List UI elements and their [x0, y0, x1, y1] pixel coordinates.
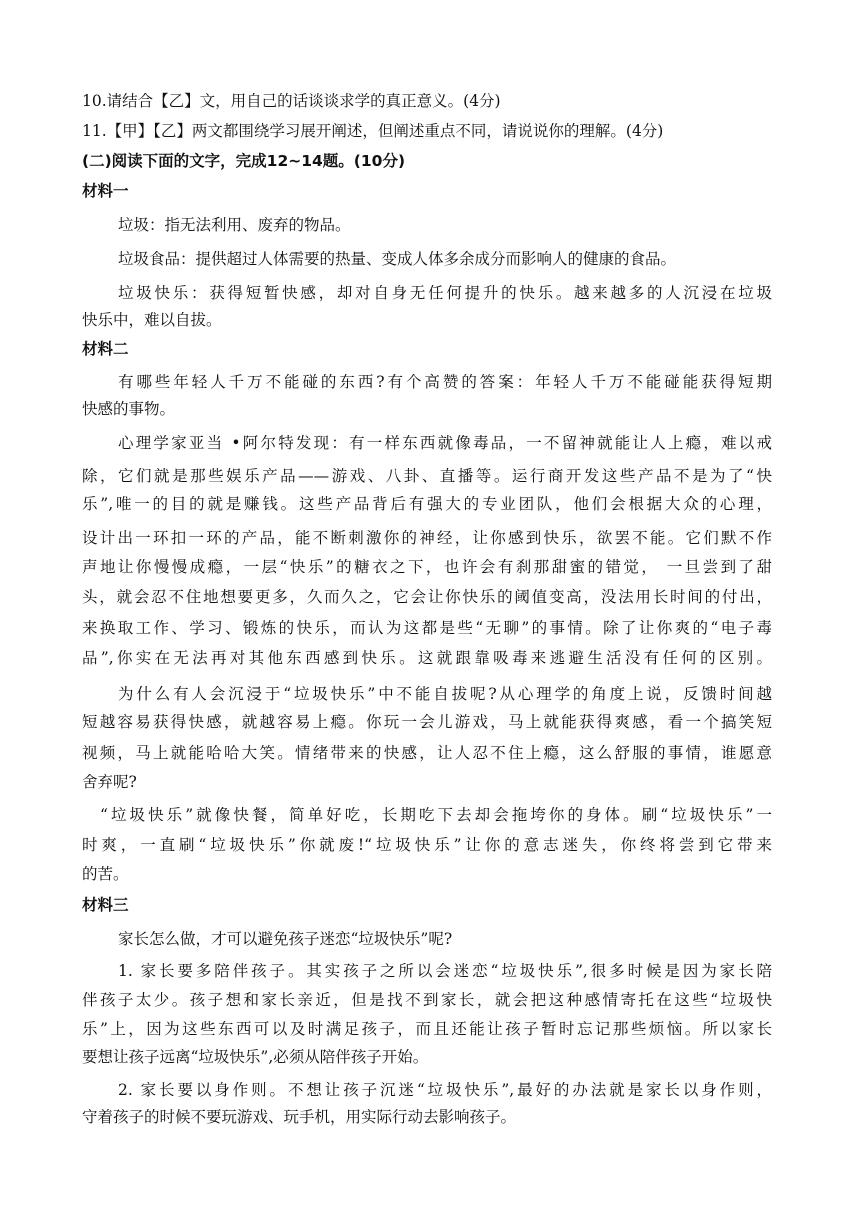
material-2-paragraph: 头，就会忍不住地想要更多，久而久之，它会让你快乐的阈值变高，没法用长时间的付出， [82, 588, 772, 606]
material-1-paragraph: 垃圾食品：提供超过人体需要的热量、变成人体多余成分而影响人的健康的食品。 [118, 250, 677, 268]
material-3-paragraph: 乐”上，因为这些东西可以及时满足孩子，而且还能让孩子暂时忘记那些烦恼。所以家长 [82, 1020, 772, 1038]
material-2-heading: 材料二 [82, 340, 129, 358]
material-2-paragraph: 快感的事物。 [82, 400, 176, 418]
material-2-paragraph: 除，它们就是那些娱乐产品——游戏、八卦、直播等。运行商开发这些产品不是为了“快 [82, 467, 772, 485]
material-2-paragraph: 声地让你慢慢成瘾，一层“快乐”的糖衣之下，也许会有刹那甜蜜的错觉， 一旦尝到了甜 [82, 558, 772, 576]
material-2-paragraph: 的苦。 [82, 865, 129, 883]
section-heading: (二)阅读下面的文字，完成12~14题。(10分) [82, 152, 406, 170]
material-3-paragraph: 伴孩子太少。孩子想和家长亲近，但是找不到家长，就会把这种感情寄托在这些“垃圾快 [82, 991, 772, 1009]
material-2-paragraph: 为什么有人会沉浸于“垃圾快乐”中不能自拔呢?从心理学的角度上说，反馈时间越 [118, 685, 772, 703]
material-3-paragraph: 2. 家长要以身作则。不想让孩子沉迷“垃圾快乐”,最好的办法就是家长以身作则， [118, 1081, 772, 1099]
material-2-paragraph: “垃圾快乐”就像快餐，简单好吃，长期吃下去却会拖垮你的身体。刷“垃圾快乐”一 [100, 806, 772, 824]
material-2-paragraph: 设计出一环扣一环的产品，能不断刺激你的神经，让你感到快乐，欲罢不能。它们默不作 [82, 529, 772, 547]
question-11: 11.【甲】【乙】两文都围绕学习展开阐述，但阐述重点不同，请说说你的理解。(4分) [82, 122, 664, 140]
material-2-paragraph: 视频，马上就能哈哈大笑。情绪带来的快感，让人忍不住上瘾，这么舒服的事情，谁愿意 [82, 744, 772, 762]
material-1-paragraph: 垃圾快乐：获得短暂快感，却对自身无任何提升的快乐。越来越多的人沉浸在垃圾 [118, 284, 772, 302]
material-2-paragraph: 品”,你实在无法再对其他东西感到快乐。这就跟靠吸毒来逃避生活没有任何的区别。 [82, 649, 772, 667]
material-2-paragraph: 乐”,唯一的目的就是赚钱。这些产品背后有强大的专业团队，他们会根据大众的心理， [82, 495, 772, 513]
material-1-heading: 材料一 [82, 182, 129, 200]
question-10: 10.请结合【乙】文，用自己的话谈谈求学的真正意义。(4分) [82, 92, 501, 110]
material-2-paragraph: 时爽，一直刷“垃圾快乐”你就废!“垃圾快乐”让你的意志迷失，你终将尝到它带来 [82, 836, 772, 854]
material-1-paragraph: 快乐中，难以自拔。 [82, 311, 222, 329]
material-2-paragraph: 来换取工作、学习、锻炼的快乐，而认为这都是些“无聊”的事情。除了让你爽的“电子毒 [82, 619, 772, 637]
material-2-paragraph: 舍弃呢? [82, 773, 137, 791]
material-1-paragraph: 垃圾：指无法利用、废弃的物品。 [118, 216, 351, 234]
material-3-paragraph: 家长怎么做，才可以避免孩子迷恋“垃圾快乐”呢? [118, 930, 453, 948]
material-3-paragraph: 1. 家长要多陪伴孩子。其实孩子之所以会迷恋“垃圾快乐”,很多时候是因为家长陪 [118, 962, 772, 980]
material-3-paragraph: 要想让孩子远离“垃圾快乐”,必须从陪伴孩子开始。 [82, 1048, 429, 1066]
material-2-paragraph: 心理学家亚当 •阿尔特发现：有一样东西就像毒品，一不留神就能让人上瘾，难以戒 [118, 434, 772, 452]
material-3-heading: 材料三 [82, 896, 129, 914]
material-3-paragraph: 守着孩子的时候不要玩游戏、玩手机，用实际行动去影响孩子。 [82, 1108, 517, 1126]
material-2-paragraph: 短越容易获得快感，就越容易上瘾。你玩一会儿游戏，马上就能获得爽感，看一个搞笑短 [82, 713, 772, 731]
material-2-paragraph: 有哪些年轻人千万不能碰的东西?有个高赞的答案：年轻人千万不能碰能获得短期 [118, 373, 772, 391]
